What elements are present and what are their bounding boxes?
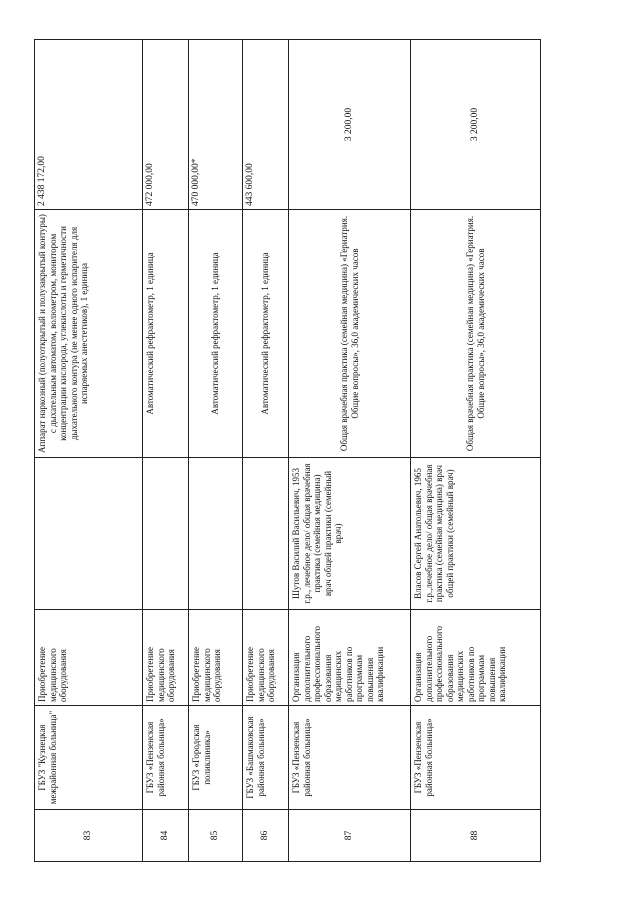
organization-cell: ГБУЗ «Городская поликлиника» — [189, 706, 243, 810]
action-cell: Организация дополнительного профессионального образования медицинских работников по программам повышения квалификации — [289, 610, 411, 706]
action-cell: Организация дополнительного профессионального образования медицинских работников по программам повышения квалификации — [411, 610, 541, 706]
amount-cell: 3 200,00 — [411, 40, 541, 210]
amount-cell: 470 000,00* — [189, 40, 243, 210]
row-number: 86 — [243, 810, 289, 862]
person-cell — [189, 458, 243, 610]
item-cell: Автоматический рефрактометр, 1 единица — [243, 210, 289, 458]
table-row-85 — [189, 40, 243, 862]
organization-cell: ГБУЗ «Пензенская районная больница» — [143, 706, 189, 810]
person-cell: Власов Сергей Анатольевич, 1965 г.р.,лечебное дело/ общая врачебная практика (семейная медицина) врач общей практики (семейный врач) — [411, 458, 541, 610]
item-cell: Общая врачебная практика (семейная медицина) «Гериатрия. Общие вопросы», 36,0 академических часов — [289, 210, 411, 458]
amount-cell: 443 600,00 — [243, 40, 289, 210]
row-number: 88 — [411, 810, 541, 862]
amount-cell: 472 000,00 — [143, 40, 189, 210]
item-cell: Общая врачебная практика (семейная медицина) «Гериатрия. Общие вопросы», 36,0 академических часов — [411, 210, 541, 458]
row-number: 87 — [289, 810, 411, 862]
organization-cell: ГБУЗ «Пензенская районная больница» — [411, 706, 541, 810]
table-row-83 — [35, 40, 143, 862]
person-cell — [243, 458, 289, 610]
person-position: врач общей практики (семейный врач) — [322, 470, 343, 597]
action-cell: Приобретение медицинского оборудования — [243, 610, 289, 706]
amount-cell: 3 200,00 — [289, 40, 411, 210]
item-cell: Автоматический рефрактометр, 1 единица — [189, 210, 243, 458]
action-cell: Приобретение медицинского оборудования — [143, 610, 189, 706]
report-table — [34, 39, 541, 862]
person-cell — [35, 458, 143, 610]
row-number: 83 — [35, 810, 143, 862]
action-cell: Приобретение медицинского оборудования — [189, 610, 243, 706]
organization-cell: ГБУЗ "Кузнецкая межрайонная больница" — [35, 706, 143, 810]
person-cell — [143, 458, 189, 610]
organization-cell: ГБУЗ «Башмаковская районная больница» — [243, 706, 289, 810]
organization-cell: ГБУЗ «Пензенская районная больница» — [289, 706, 411, 810]
table-row-84 — [143, 40, 189, 862]
person-cell — [289, 458, 411, 610]
table-row-86 — [243, 40, 289, 862]
table-row-87 — [289, 40, 411, 862]
row-number: 84 — [143, 810, 189, 862]
person-details: Шутов Василий Васильевич, 1953 г.р., лечебное дело/ общая врачебная практика (семейная медицина) — [291, 463, 322, 604]
row-number: 85 — [189, 810, 243, 862]
rotated-page — [34, 40, 540, 862]
action-cell: Приобретение медицинского оборудования — [35, 610, 143, 706]
amount-cell: 2 438 172,00 — [35, 40, 143, 210]
item-cell: Автоматический рефрактометр, 1 единица — [143, 210, 189, 458]
table-row-88 — [411, 40, 541, 862]
item-cell: Аппарат наркозный (полуоткрытый и полузакрытый контуры) с дыхательным автоматом, волюметром, монитором концентрации кислорода, углекислоты и герметичности дыхательного контура (не менее одного испарителя для испаряемых анестетиков), 1 единица — [35, 210, 143, 458]
